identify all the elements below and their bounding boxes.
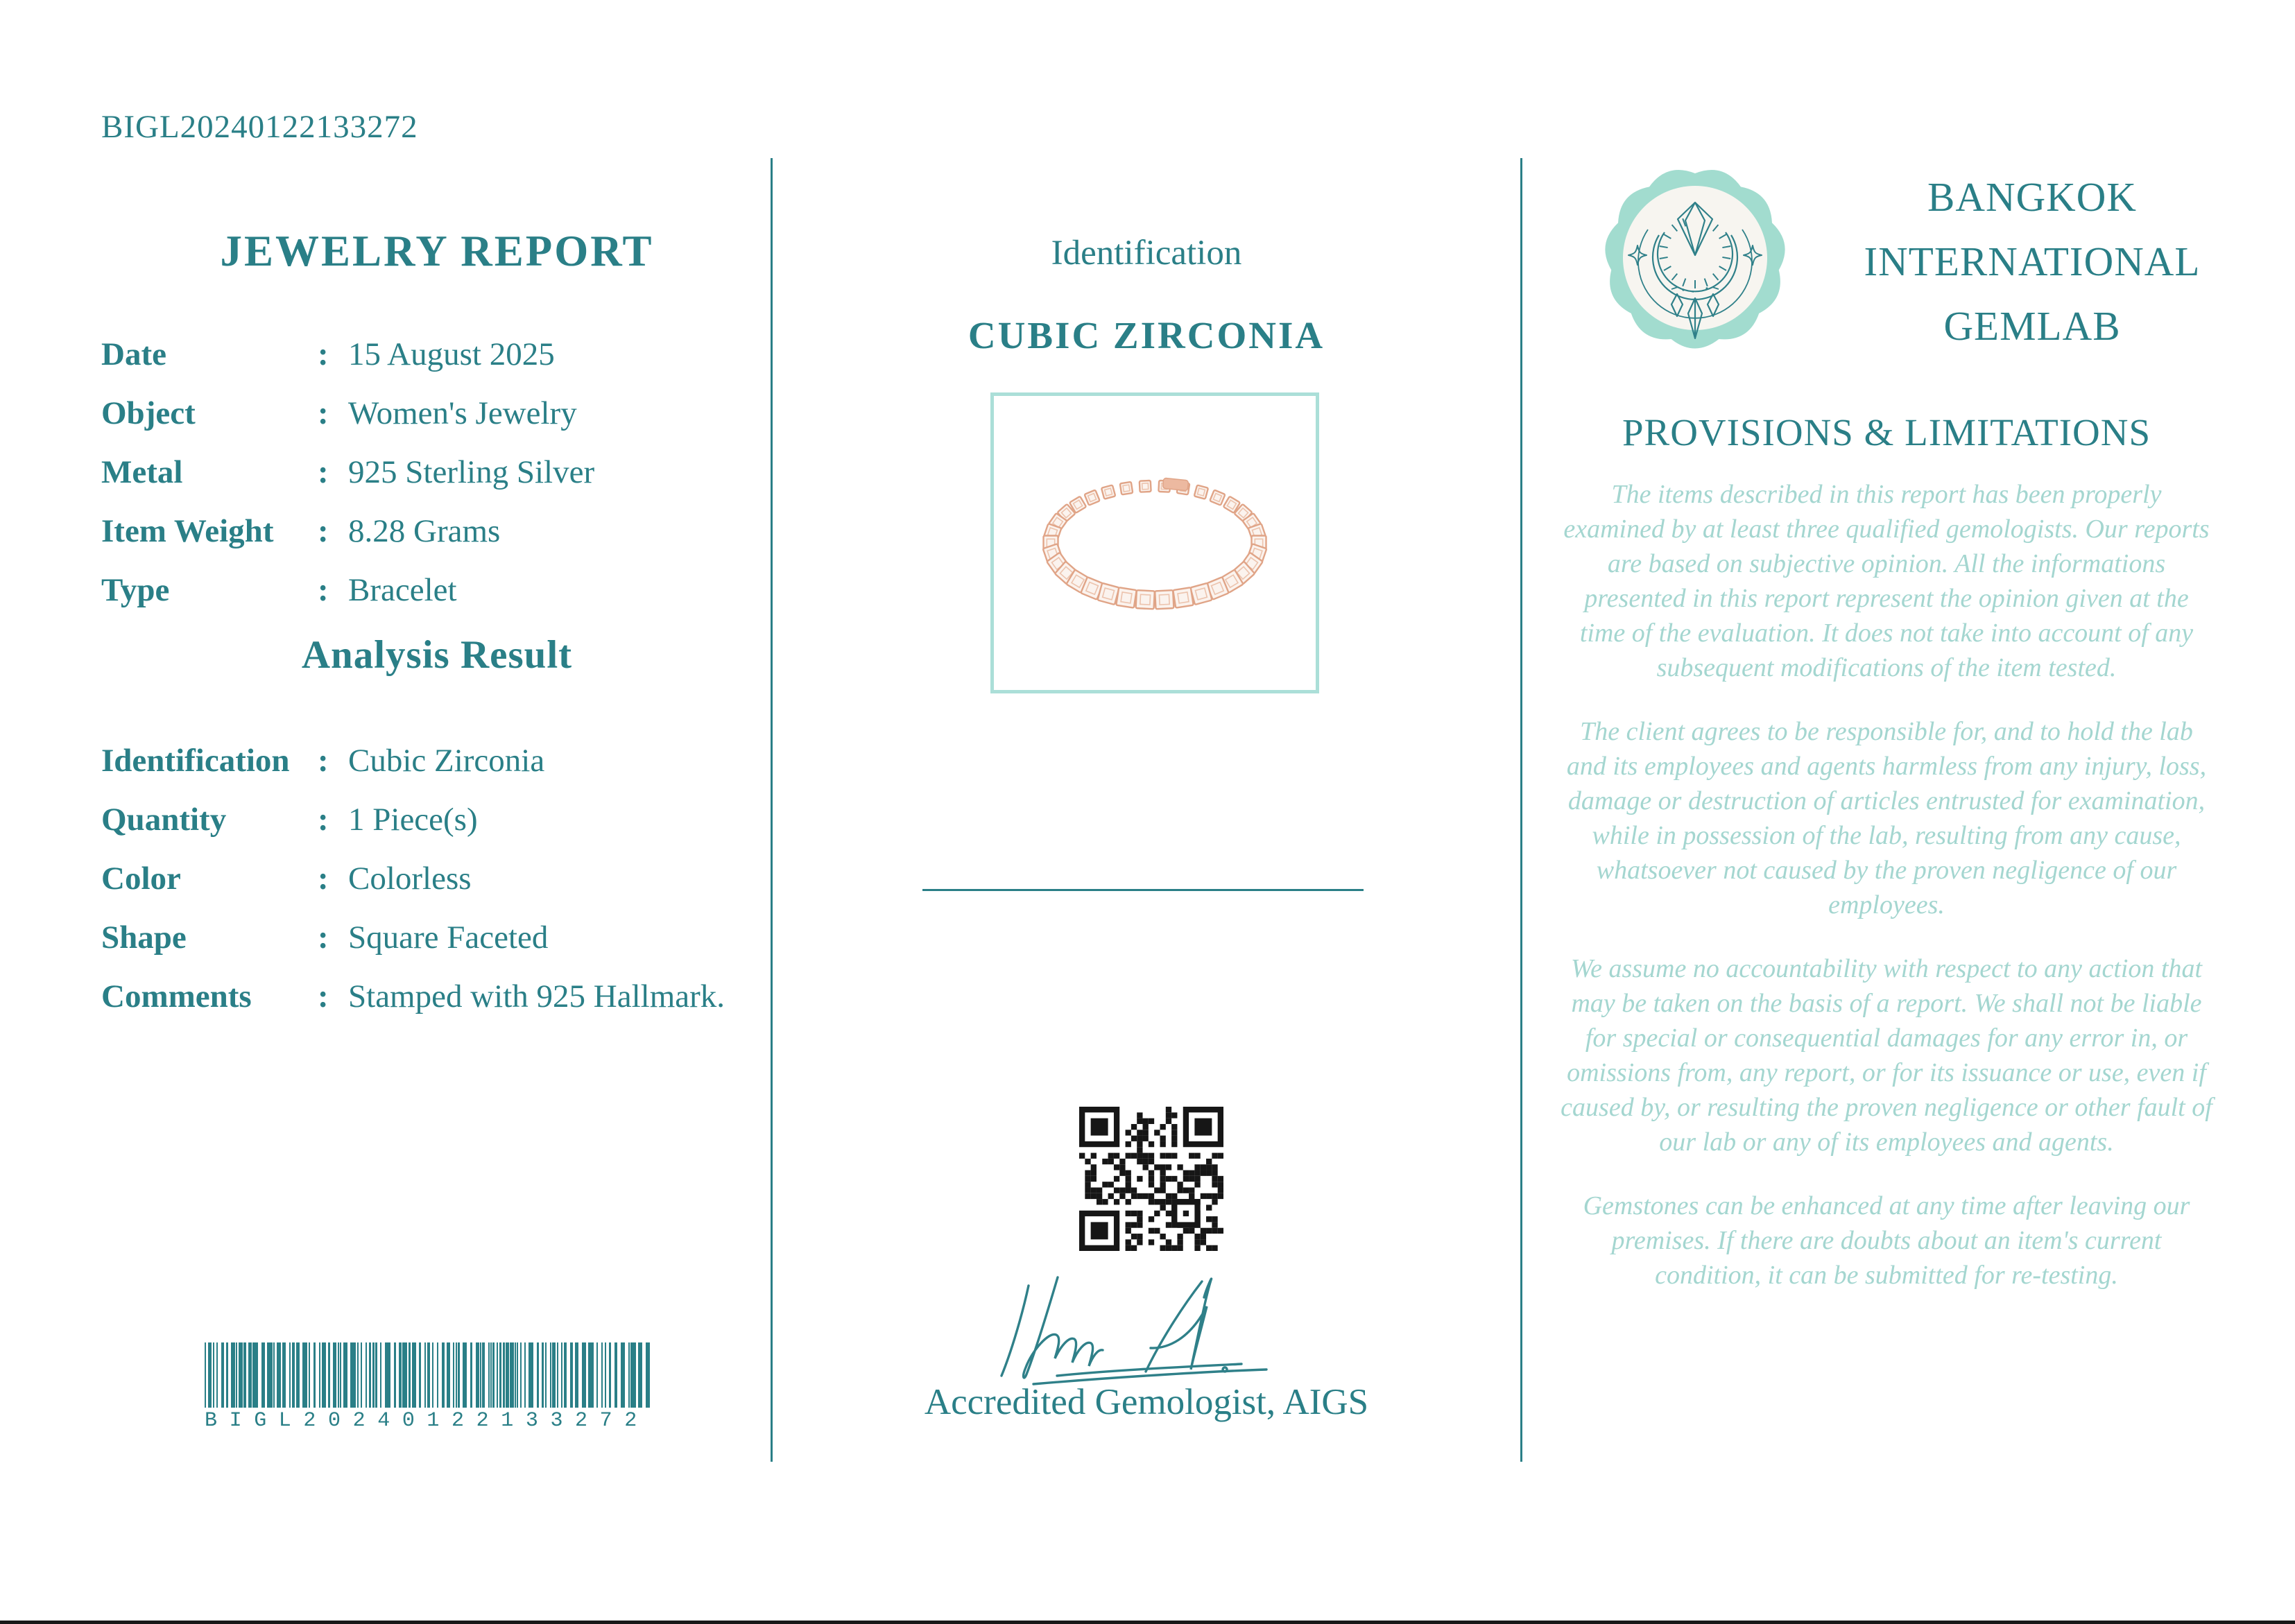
row-colon: :	[318, 743, 329, 779]
row-colon: :	[318, 802, 329, 838]
row-colon: :	[318, 336, 329, 372]
row-val: Cubic Zirconia	[348, 743, 545, 779]
table-row	[101, 917, 795, 976]
identification-value: CUBIC ZIRCONIA	[968, 314, 1325, 356]
row-lbl: Date	[101, 336, 166, 372]
table-row	[101, 452, 795, 511]
row-lbl: Object	[101, 395, 196, 431]
table-row	[101, 570, 795, 629]
provisions-paragraph: Gemstones can be enhanced at any time after leaving our premises. If there are doubts about an item's current condition, it can be submitted for re-testing.	[1583, 1191, 2190, 1290]
analysis-result-title: Analysis Result	[301, 633, 573, 677]
row-val: 15 August 2025	[348, 336, 555, 372]
row-colon: :	[318, 395, 329, 431]
table-row	[101, 800, 795, 858]
row-lbl: Type	[101, 572, 170, 608]
details-table	[101, 334, 795, 629]
row-lbl: Quantity	[101, 802, 227, 838]
bracelet-photo	[994, 396, 1316, 690]
row-val: Women's Jewelry	[348, 395, 577, 431]
gemlab-logo-image	[1599, 162, 1791, 354]
barcode	[205, 1342, 650, 1433]
provisions-paragraph: The client agrees to be responsible for, and to hold the lab and its employees and agents harmless from any injury, loss, damage or destruction of articles entrusted for examination, while in possession of the lab, resulting from any cause, whatsoever not caused by the proven negligence of our employees.	[1566, 717, 2207, 919]
provisions-paragraph: The items described in this report has been properly examined by at least three qualified gemologists. Our reports are based on subjective opinion. All the informations presented in this report represent the opinion given at the time of the evaluation. It does not take into account of any subsequent modifications of the item tested.	[1563, 480, 2210, 682]
row-lbl: Metal	[101, 454, 183, 490]
identification-heading: Identification	[1051, 234, 1242, 273]
row-val: 925 Sterling Silver	[348, 454, 595, 490]
barcode-image	[205, 1342, 650, 1408]
row-lbl: Color	[101, 861, 181, 897]
report-number: BIGL20240122133272	[101, 109, 418, 145]
qr-code-image	[1079, 1107, 1223, 1251]
row-colon: :	[318, 861, 329, 897]
gemlab-logo	[1599, 162, 1791, 354]
row-val: Square Faceted	[348, 919, 549, 956]
provisions-paragraphs	[1559, 477, 2214, 1322]
lab-name-line: INTERNATIONAL	[1864, 239, 2201, 284]
gemologist-title: Accredited Gemologist, AIGS	[924, 1382, 1369, 1422]
product-photo-frame	[990, 392, 1319, 693]
table-row	[101, 393, 795, 452]
row-colon: :	[318, 454, 329, 490]
table-row	[101, 511, 795, 570]
gemologist-signature	[990, 1266, 1312, 1388]
lab-name-line: BANGKOK	[1927, 174, 2137, 220]
row-val: Bracelet	[348, 572, 457, 608]
row-lbl: Comments	[101, 978, 252, 1014]
row-lbl: Shape	[101, 919, 187, 956]
row-lbl: Item Weight	[101, 513, 274, 549]
row-colon: :	[318, 572, 329, 608]
row-colon: :	[318, 513, 329, 549]
qr-code	[1079, 1107, 1223, 1251]
table-row	[101, 741, 795, 800]
signature-image	[990, 1266, 1312, 1388]
page-bottom-border	[0, 1621, 2295, 1624]
provisions-paragraph: We assume no accountability with respect to any action that may be taken on the basis of a report. We shall not be liable for special or consequential damages for any error in, or omissions from, any report, or for its issuance or use, even if caused by, or resulting the proven negligence or other fault of our lab or any of its employees and agents.	[1561, 954, 2212, 1157]
table-row	[101, 858, 795, 917]
table-row	[101, 976, 795, 1035]
table-row	[101, 334, 795, 393]
page-title: JEWELRY REPORT	[220, 227, 654, 275]
provisions-heading: PROVISIONS & LIMITATIONS	[1622, 411, 2151, 453]
lab-name-line: GEMLAB	[1943, 303, 2121, 349]
row-val: Colorless	[348, 861, 472, 897]
lab-name	[1838, 165, 2226, 359]
row-val: Stamped with 925 Hallmark.	[348, 978, 725, 1014]
row-val: 8.28 Grams	[348, 513, 501, 549]
separator-line	[922, 889, 1364, 891]
row-colon: :	[318, 919, 329, 956]
row-lbl: Identification	[101, 743, 290, 779]
row-val: 1 Piece(s)	[348, 802, 478, 838]
analysis-table	[101, 741, 795, 1035]
row-colon: :	[318, 978, 329, 1014]
barcode-text: BIGL20240122133272	[205, 1409, 649, 1433]
